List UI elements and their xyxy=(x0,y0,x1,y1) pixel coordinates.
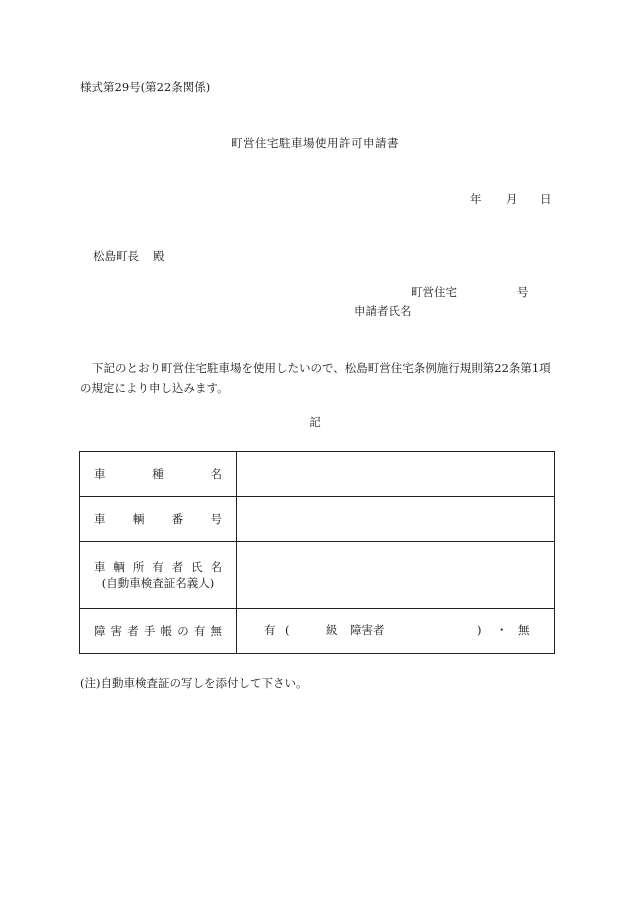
body-text-line-1: 下記のとおり町営住宅駐車場を使用したいので、松島町営住宅条例施行規則第22条第1項 xyxy=(92,361,551,375)
disability-no-option[interactable]: 無 xyxy=(518,623,530,637)
label-char: の xyxy=(177,624,189,638)
table-row-disability-handbook xyxy=(80,609,555,654)
label-char: 者 xyxy=(171,560,184,574)
disability-handbook-field[interactable] xyxy=(237,609,555,654)
table-row-vehicle-model xyxy=(80,452,555,497)
label-char: 氏 xyxy=(191,560,203,574)
table-row-vehicle-owner xyxy=(80,542,555,609)
form-number: 様式第29号(第22条関係) xyxy=(80,80,211,94)
footnote: (注)自動車検査証の写しを添付して下さい。 xyxy=(80,676,308,690)
label-char: 輌 xyxy=(132,512,145,526)
vehicle-number-label xyxy=(80,511,236,527)
date-month-label: 月 xyxy=(506,192,518,206)
label-char: 車 xyxy=(94,467,106,481)
application-table xyxy=(79,451,555,654)
separator-dot: ・ xyxy=(496,623,508,637)
label-char: 種 xyxy=(152,467,164,481)
addressee-honorific: 殿 xyxy=(153,249,165,263)
label-char: 無 xyxy=(210,624,222,638)
document-title: 町営住宅駐車場使用許可申請書 xyxy=(231,136,399,150)
residence-label: 町営住宅 xyxy=(411,285,457,299)
disability-handbook-label xyxy=(80,623,236,639)
date-day-label: 日 xyxy=(540,192,552,206)
vehicle-owner-label xyxy=(80,559,236,591)
label-char: 手 xyxy=(143,624,156,638)
vehicle-number-field[interactable] xyxy=(237,497,555,542)
label-char: 車 xyxy=(94,512,106,526)
vehicle-model-label xyxy=(80,466,236,482)
label-cell xyxy=(80,452,237,497)
label-char: 障 xyxy=(94,624,106,638)
vehicle-model-field[interactable] xyxy=(237,452,555,497)
label-char: 害 xyxy=(110,624,123,638)
open-paren: ( xyxy=(285,623,290,637)
label-char: 車 xyxy=(94,560,106,574)
vehicle-owner-sublabel: (自動車検査証名義人) xyxy=(101,576,215,590)
date-year-label: 年 xyxy=(470,192,482,206)
label-char: 帳 xyxy=(160,624,173,638)
label-char: 輌 xyxy=(113,560,125,574)
close-paren: ) xyxy=(477,623,482,637)
label-char: 有 xyxy=(152,560,164,574)
label-char: 所 xyxy=(132,560,145,574)
label-char: 者 xyxy=(127,624,139,638)
table-row-vehicle-number xyxy=(80,497,555,542)
label-char: 有 xyxy=(193,624,206,638)
label-cell xyxy=(80,609,237,654)
label-char: 番 xyxy=(171,512,184,526)
addressee xyxy=(93,251,165,263)
disability-yes-option[interactable]: 有 xyxy=(264,623,276,637)
vehicle-owner-field[interactable] xyxy=(237,542,555,609)
label-char: 名 xyxy=(210,467,222,481)
ki-heading: 記 xyxy=(309,415,321,429)
disabled-person-label: 障害者 xyxy=(350,623,385,637)
label-cell xyxy=(80,497,237,542)
room-number-label: 号 xyxy=(517,285,529,299)
label-char: 名 xyxy=(210,560,222,574)
disability-grade-label: 級 xyxy=(326,623,338,637)
addressee-name: 松島町長 xyxy=(93,249,139,263)
body-text-line-2: の規定により申し込みます。 xyxy=(80,381,229,395)
label-char: 号 xyxy=(210,512,222,526)
label-cell xyxy=(80,542,237,609)
applicant-name-label: 申請者氏名 xyxy=(354,304,412,318)
